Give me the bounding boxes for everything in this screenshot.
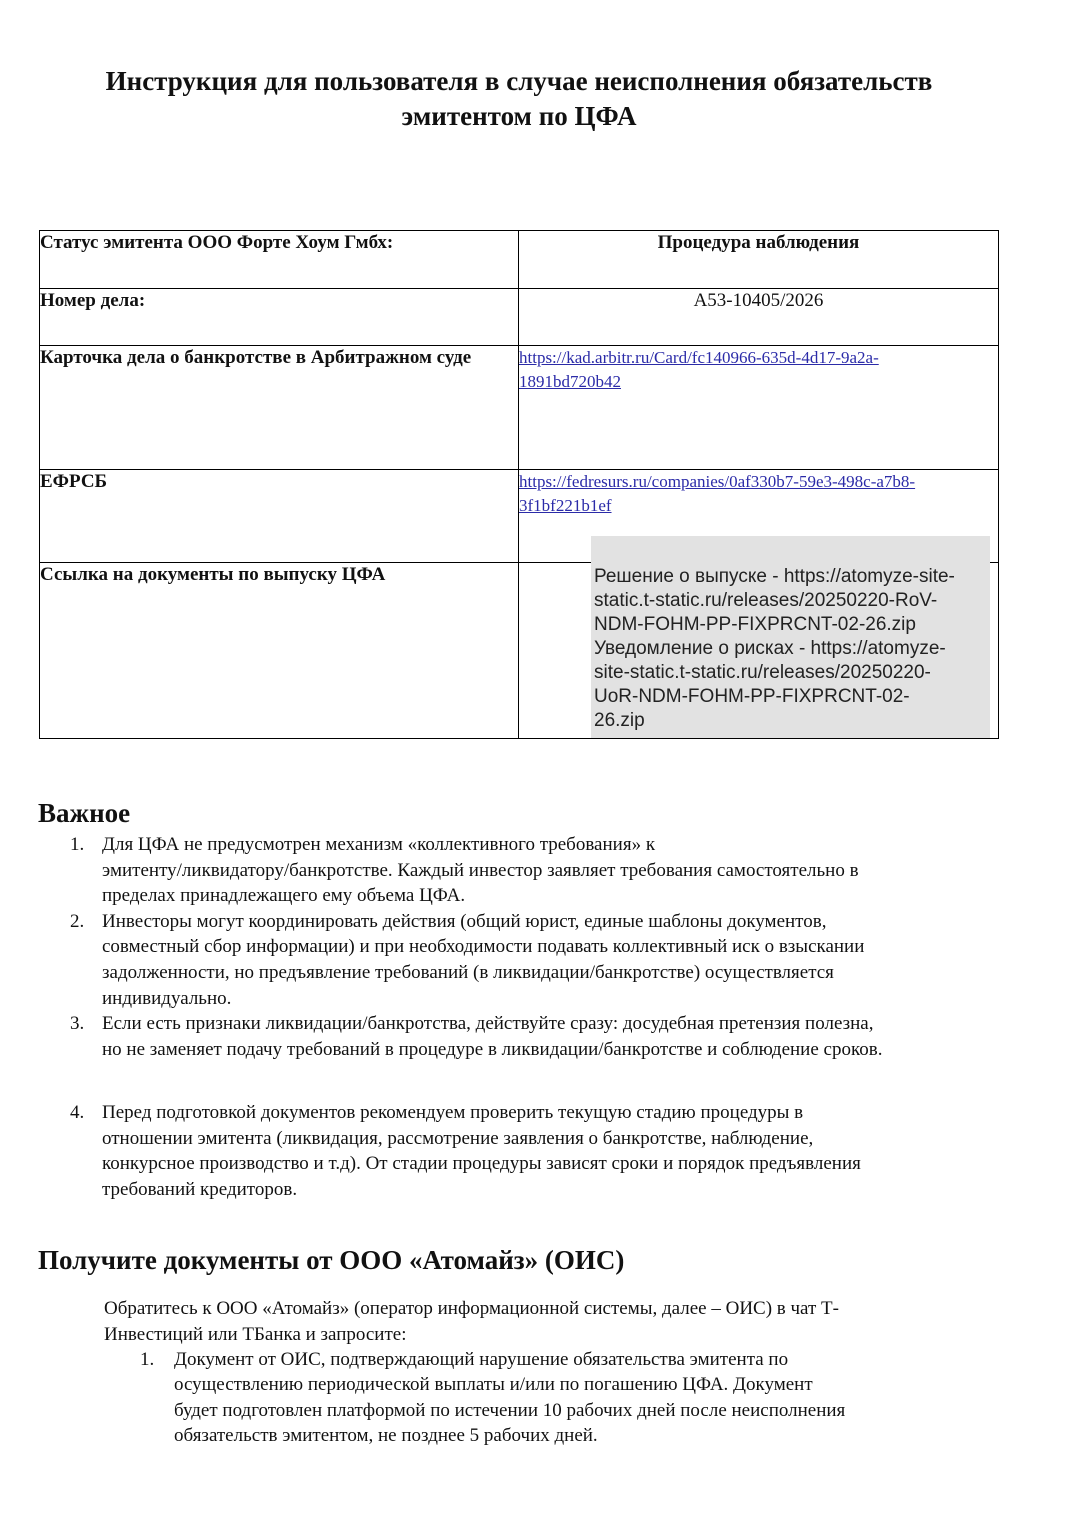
list-item-line: эмитенту/ликвидатору/банкротстве. Каждый инвестор заявляет требования самостоятельно в — [102, 859, 859, 881]
list-item-number: 1. — [70, 834, 85, 855]
docs-line: static.t-static.ru/releases/20250220-RoV- — [594, 590, 938, 611]
list-item-line: задолженности, но предъявление требований (в ликвидации/банкротстве) осуществляется — [102, 961, 834, 983]
docs-line: Решение о выпуске - https://atomyze-site- — [594, 566, 955, 587]
list-item-line: отношении эмитента (ликвидация, рассмотрение заявления о банкротстве, наблюдение, — [102, 1127, 814, 1149]
table-row-status — [40, 231, 999, 289]
list-item-number: 3. — [70, 1013, 85, 1035]
list-item-line: но не заменяет подачу требований в процедуре в ликвидации/банкротстве и соблюдение сроков. — [102, 1038, 883, 1060]
list-item-line: требований кредиторов. — [102, 1178, 298, 1200]
important-list — [38, 832, 1028, 1062]
court-card-link-line-2[interactable]: 1891bd720b42 — [519, 372, 621, 391]
list-item-line: конкурсное производство и т.д). От стадии процедуры зависят сроки и порядок предъявления — [102, 1153, 861, 1175]
list-item-line: совместный сбор информации) и при необходимости подавать коллективный иск о взыскании — [102, 936, 865, 958]
list-item-line: обязательств эмитентом, не позднее 5 рабочих дней. — [174, 1425, 598, 1447]
documents-intro — [104, 1296, 1004, 1347]
intro-line: Инвестиций или ТБанка и запросите: — [104, 1323, 407, 1345]
page-title — [40, 64, 998, 134]
list-item — [38, 1100, 1028, 1202]
list-item — [38, 909, 1028, 1011]
issuer-info-table — [39, 230, 999, 739]
list-item-number: 4. — [70, 1102, 85, 1123]
table-row-docs — [40, 563, 999, 739]
status-label: Статус эмитента ООО Форте Хоум Гмбх: — [40, 231, 519, 289]
documents-heading: Получите документы от ООО «Атомайз» (ОИС) — [38, 1245, 625, 1275]
list-item-line: Перед подготовкой документов рекомендуем проверить текущую стадию процедуры в — [102, 1102, 804, 1123]
intro-line: Обратитесь к ООО «Атомайз» (оператор информационной системы, далее – ОИС) в чат Т- — [104, 1298, 839, 1319]
list-item-line: будет подготовлен платформой по истечении 10 рабочих дней после неисполнения — [174, 1399, 846, 1421]
docs-line: Уведомление о рисках - https://atomyze- — [594, 638, 946, 659]
court-card-label: Карточка дела о банкротстве в Арбитражном суде — [40, 346, 519, 470]
list-item-line: Инвесторы могут координировать действия (общий юрист, единые шаблоны документов, — [102, 910, 827, 932]
efrsb-link-line-1[interactable]: https://fedresurs.ru/companies/0af330b7-59e3-498c-a7b8- — [519, 472, 916, 491]
important-list-continued — [38, 1100, 1028, 1202]
list-item — [38, 1011, 1028, 1062]
docs-line: UoR-NDM-FOHM-PP-FIXPRCNT-02- — [594, 686, 910, 707]
list-item-line: пределах принадлежащего ему объема ЦФА. — [102, 885, 466, 907]
court-card-link[interactable] — [519, 346, 998, 394]
table-row-case — [40, 289, 999, 346]
docs-line: NDM-FOHM-PP-FIXPRCNT-02-26.zip — [594, 614, 916, 635]
docs-links[interactable] — [594, 565, 984, 733]
list-item-line: индивидуально. — [102, 987, 232, 1009]
list-item-line: Если есть признаки ликвидации/банкротства, действуйте сразу: досудебная претензия полезна, — [102, 1013, 874, 1035]
documents-list — [104, 1347, 1004, 1449]
list-item-number: 2. — [70, 910, 85, 932]
list-item-number: 1. — [140, 1349, 155, 1370]
efrsb-link-line-2[interactable]: 3f1bf221b1ef — [519, 496, 612, 515]
docs-label: Ссылка на документы по выпуску ЦФА — [40, 563, 519, 739]
court-card-link-line-1[interactable]: https://kad.arbitr.ru/Card/fc140966-635d-4d17-9a2a- — [519, 348, 879, 367]
list-item — [38, 832, 1028, 909]
docs-line: 26.zip — [594, 710, 645, 731]
list-item-line: осуществлению периодической выплаты и/или по погашению ЦФА. Документ — [174, 1374, 813, 1396]
case-number-label: Номер дела: — [40, 289, 519, 346]
list-item-line: Документ от ОИС, подтверждающий нарушение обязательства эмитента по — [174, 1349, 789, 1370]
important-heading: Важное — [38, 798, 131, 828]
status-value: Процедура наблюдения — [519, 231, 999, 289]
list-item-line: Для ЦФА не предусмотрен механизм «коллективного требования» к — [102, 834, 656, 855]
docs-line: site-static.t-static.ru/releases/20250220- — [594, 662, 931, 683]
table-row-court-card — [40, 346, 999, 470]
case-number-value: А53-10405/2026 — [519, 289, 999, 346]
page-title-line-2: эмитентом по ЦФА — [401, 101, 637, 131]
efrsb-link[interactable] — [519, 470, 998, 518]
efrsb-label: ЕФРСБ — [40, 470, 519, 563]
list-item — [104, 1347, 1004, 1449]
page-title-line-1: Инструкция для пользователя в случае неисполнения обязательств — [105, 66, 933, 96]
